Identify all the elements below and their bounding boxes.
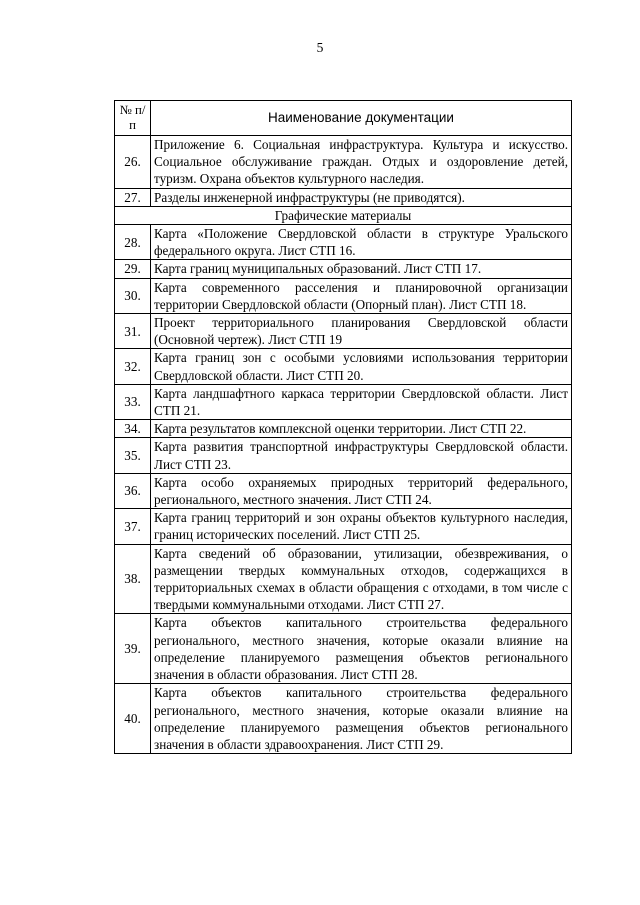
row-number: 33.	[115, 384, 151, 419]
table-row	[115, 420, 572, 438]
row-document-name: Разделы инженерной инфраструктуры (не приводятся).	[151, 188, 572, 206]
row-number: 29.	[115, 260, 151, 278]
table-row	[115, 349, 572, 384]
row-number: 40.	[115, 684, 151, 754]
row-number: 30.	[115, 278, 151, 313]
section-row	[115, 206, 572, 224]
table-row	[115, 188, 572, 206]
row-document-name: Карта границ территорий и зон охраны объектов культурного наследия, границ исторических поселений. Лист СТП 25.	[151, 509, 572, 544]
table-body	[115, 136, 572, 754]
header-name: Наименование документации	[151, 101, 572, 136]
row-document-name: Приложение 6. Социальная инфраструктура. Культура и искусство. Социальное обслуживание граждан. Отдых и оздоровление детей, туризм. Охрана объектов культурного наследия.	[151, 136, 572, 189]
row-number: 34.	[115, 420, 151, 438]
row-number: 37.	[115, 509, 151, 544]
documentation-table	[114, 100, 572, 754]
row-number: 39.	[115, 614, 151, 684]
row-document-name: Карта сведений об образовании, утилизации, обезвреживания, о размещении твердых коммунальных отходов, содержащихся в территориальных схемах в области обращения с отходами, в том числе с твердыми коммунальными отходами. Лист СТП 27.	[151, 544, 572, 614]
row-number: 36.	[115, 473, 151, 508]
row-document-name: Карта объектов капитального строительства федерального регионального, местного значения, которые оказали влияние на определение планируемого размещения объектов регионального значения в области образования. Лист СТП 28.	[151, 614, 572, 684]
table-row	[115, 614, 572, 684]
row-document-name: Карта ландшафтного каркаса территории Свердловской области. Лист СТП 21.	[151, 384, 572, 419]
row-number: 26.	[115, 136, 151, 189]
row-document-name: Карта границ зон с особыми условиями использования территории Свердловской области. Лист СТП 20.	[151, 349, 572, 384]
table-row	[115, 260, 572, 278]
table-row	[115, 438, 572, 473]
row-document-name: Карта объектов капитального строительства федерального регионального, местного значения, которые оказали влияние на определение планируемого размещения объектов регионального значения в области здравоохранения. Лист СТП 29.	[151, 684, 572, 754]
row-document-name: Карта «Положение Свердловской области в структуре Уральского федерального округа. Лист СТП 16.	[151, 225, 572, 260]
table-row	[115, 473, 572, 508]
row-document-name: Карта современного расселения и планировочной организации территории Свердловской области (Опорный план). Лист СТП 18.	[151, 278, 572, 313]
row-number: 38.	[115, 544, 151, 614]
row-number: 28.	[115, 225, 151, 260]
row-number: 32.	[115, 349, 151, 384]
row-document-name: Карта результатов комплексной оценки территории. Лист СТП 22.	[151, 420, 572, 438]
row-number: 35.	[115, 438, 151, 473]
table-row	[115, 278, 572, 313]
header-number: № п/п	[115, 101, 151, 136]
section-title: Графические материалы	[115, 206, 572, 224]
table-row	[115, 314, 572, 349]
table-row	[115, 136, 572, 189]
row-document-name: Карта границ муниципальных образований. Лист СТП 17.	[151, 260, 572, 278]
row-number: 27.	[115, 188, 151, 206]
table-header-row	[115, 101, 572, 136]
row-number: 31.	[115, 314, 151, 349]
row-document-name: Карта особо охраняемых природных территорий федерального, регионального, местного значения. Лист СТП 24.	[151, 473, 572, 508]
table-row	[115, 509, 572, 544]
table-row	[115, 384, 572, 419]
page-number: 5	[316, 40, 324, 55]
row-document-name: Проект территориального планирования Свердловской области (Основной чертеж). Лист СТП 19	[151, 314, 572, 349]
row-document-name: Карта развития транспортной инфраструктуры Свердловской области. Лист СТП 23.	[151, 438, 572, 473]
table-row	[115, 684, 572, 754]
table-row	[115, 225, 572, 260]
table-row	[115, 544, 572, 614]
